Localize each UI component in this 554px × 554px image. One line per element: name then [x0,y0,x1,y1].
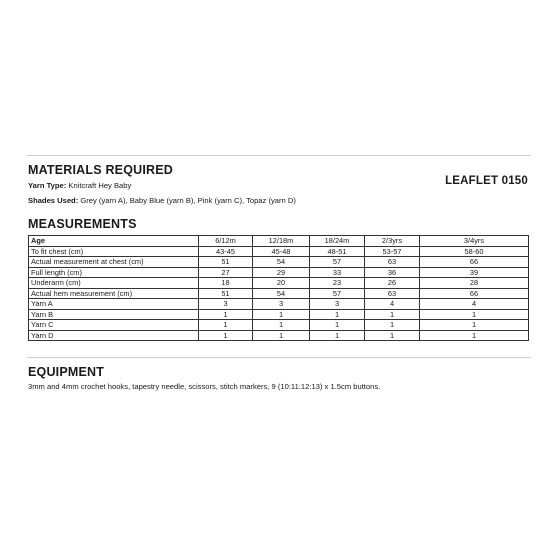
row-label: To fit chest (cm) [29,246,199,257]
table-row [29,299,529,310]
yarn-type-label: Yarn Type: [28,181,67,190]
table-cell: 63 [365,288,420,299]
table-cell: 1 [365,320,420,331]
table-cell: 51 [199,257,253,268]
table-cell: 29 [253,267,310,278]
table-cell: 1 [199,330,253,341]
table-cell: 33 [310,267,365,278]
row-label: Full length (cm) [29,267,199,278]
table-cell: 1 [253,320,310,331]
table-cell: 1 [365,309,420,320]
table-row [29,246,529,257]
header-cell-size: 18/24m [310,236,365,247]
table-cell: 58-60 [420,246,529,257]
bottom-divider [27,357,531,358]
row-label: Underarm (cm) [29,278,199,289]
table-cell: 36 [365,267,420,278]
table-cell: 20 [253,278,310,289]
table-cell: 1 [199,309,253,320]
table-row [29,267,529,278]
shades-label: Shades Used: [28,196,79,205]
row-label: Yarn A [29,299,199,310]
header-cell-size: 2/3yrs [365,236,420,247]
measurements-table [28,235,529,341]
yarn-type-value: Knitcraft Hey Baby [68,181,132,190]
yarn-type-line [28,181,131,190]
header-cell-size: 6/12m [199,236,253,247]
table-cell: 1 [310,309,365,320]
table-cell: 23 [310,278,365,289]
row-label: Yarn C [29,320,199,331]
shades-value: Grey (yarn A), Baby Blue (yarn B), Pink (yarn C), Topaz (yarn D) [80,196,296,205]
table-cell: 3 [310,299,365,310]
shades-line [28,196,296,205]
table-cell: 3 [253,299,310,310]
table-row [29,320,529,331]
top-divider [27,155,531,156]
table-cell: 1 [199,320,253,331]
table-row [29,288,529,299]
table-row [29,278,529,289]
table-cell: 54 [253,288,310,299]
table-row [29,309,529,320]
table-cell: 1 [310,330,365,341]
table-header-row [29,236,529,247]
row-label: Actual hem measurement (cm) [29,288,199,299]
table-cell: 57 [310,288,365,299]
table-cell: 28 [420,278,529,289]
table-row [29,257,529,268]
row-label: Actual measurement at chest (cm) [29,257,199,268]
table-cell: 54 [253,257,310,268]
leaflet-number: LEAFLET 0150 [445,175,528,187]
row-label: Yarn D [29,330,199,341]
table-cell: 27 [199,267,253,278]
table-cell: 45-48 [253,246,310,257]
table-cell: 3 [199,299,253,310]
equipment-text: 3mm and 4mm crochet hooks, tapestry needle, scissors, stitch markers, 9 (10:11:12:13) x 1.5cm buttons. [28,382,381,391]
table-cell: 1 [365,330,420,341]
table-cell: 4 [365,299,420,310]
table-cell: 1 [420,320,529,331]
table-cell: 53-57 [365,246,420,257]
table-cell: 51 [199,288,253,299]
header-cell-size: 3/4yrs [420,236,529,247]
header-cell-label: Age [29,236,199,247]
table-cell: 1 [253,330,310,341]
table-cell: 63 [365,257,420,268]
materials-heading: MATERIALS REQUIRED [28,163,174,177]
table-cell: 57 [310,257,365,268]
table-cell: 39 [420,267,529,278]
table-cell: 1 [310,320,365,331]
table-cell: 1 [253,309,310,320]
table-cell: 66 [420,288,529,299]
table-cell: 43-45 [199,246,253,257]
header-cell-size: 12/18m [253,236,310,247]
table-row [29,330,529,341]
row-label: Yarn B [29,309,199,320]
table-cell: 1 [420,309,529,320]
table-cell: 18 [199,278,253,289]
table-cell: 66 [420,257,529,268]
table-cell: 1 [420,330,529,341]
table-cell: 26 [365,278,420,289]
table-cell: 48-51 [310,246,365,257]
measurements-heading: MEASUREMENTS [28,217,137,231]
table-cell: 4 [420,299,529,310]
equipment-heading: EQUIPMENT [28,365,105,379]
